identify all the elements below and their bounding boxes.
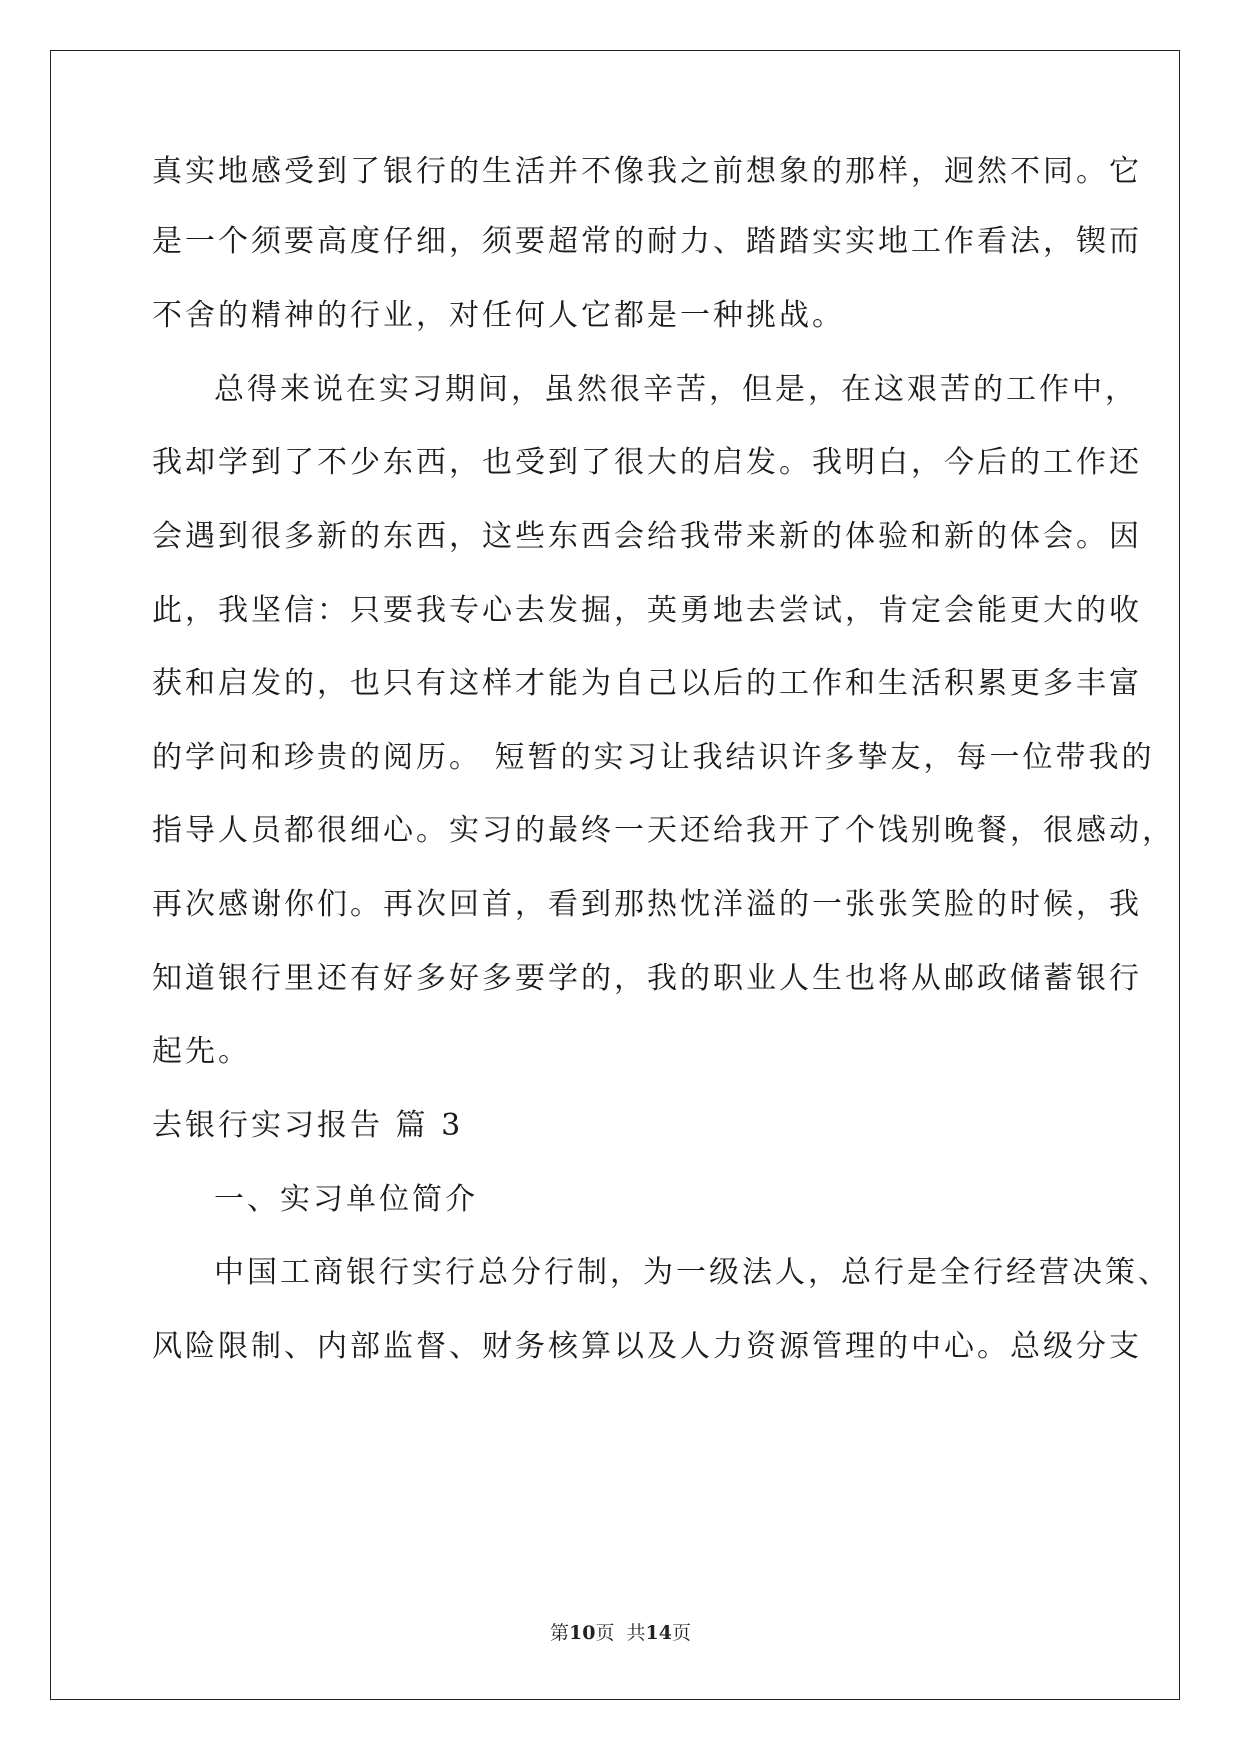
text-line: 会遇到很多新的东西，这些东西会给我带来新的体验和新的体会。因 [152, 519, 1142, 554]
text-line: 风险限制、内部监督、财务核算以及人力资源管理的中心。总级分支 [152, 1329, 1142, 1364]
page-number-footer [0, 1618, 1241, 1645]
section-heading: 去银行实习报告 篇 3 [152, 1108, 464, 1143]
text-line: 我却学到了不少东西，也受到了很大的启发。我明白，今后的工作还 [152, 445, 1142, 480]
text-line: 此，我坚信：只要我专心去发掘，英勇地去尝试，肯定会能更大的收 [152, 593, 1142, 628]
subsection-heading: 一、实习单位简介 [214, 1182, 478, 1217]
text-line: 的学问和珍贵的阅历。 短暂的实习让我结识许多挚友，每一位带我的 [152, 740, 1155, 775]
text-line: 指导人员都很细心。实习的最终一天还给我开了个饯别晚餐，很感动， [152, 813, 1175, 848]
text-line: 获和启发的，也只有这样才能为自己以后的工作和生活积累更多丰富 [152, 666, 1142, 701]
footer-mid: 页 共 [595, 1622, 646, 1644]
text-line: 知道银行里还有好多好多要学的，我的职业人生也将从邮政储蓄银行 [152, 961, 1142, 996]
text-line: 再次感谢你们。再次回首，看到那热忱洋溢的一张张笑脸的时候，我 [152, 887, 1142, 922]
footer-prefix: 第 [549, 1622, 569, 1644]
paragraph-start-line: 中国工商银行实行总分行制，为一级法人，总行是全行经营决策、 [214, 1255, 1171, 1290]
text-line: 不舍的精神的行业，对任何人它都是一种挑战。 [152, 298, 845, 333]
text-line: 是一个须要高度仔细，须要超常的耐力、踏踏实实地工作看法，锲而 [152, 224, 1142, 259]
text-line: 真实地感受到了银行的生活并不像我之前想象的那样，迥然不同。它 [152, 154, 1142, 189]
text-line: 起先。 [152, 1034, 251, 1069]
current-page-number: 10 [569, 1622, 596, 1644]
footer-suffix: 页 [672, 1622, 692, 1644]
total-page-number: 14 [645, 1622, 672, 1644]
paragraph-start-line: 总得来说在实习期间，虽然很辛苦，但是，在这艰苦的工作中， [214, 372, 1138, 407]
